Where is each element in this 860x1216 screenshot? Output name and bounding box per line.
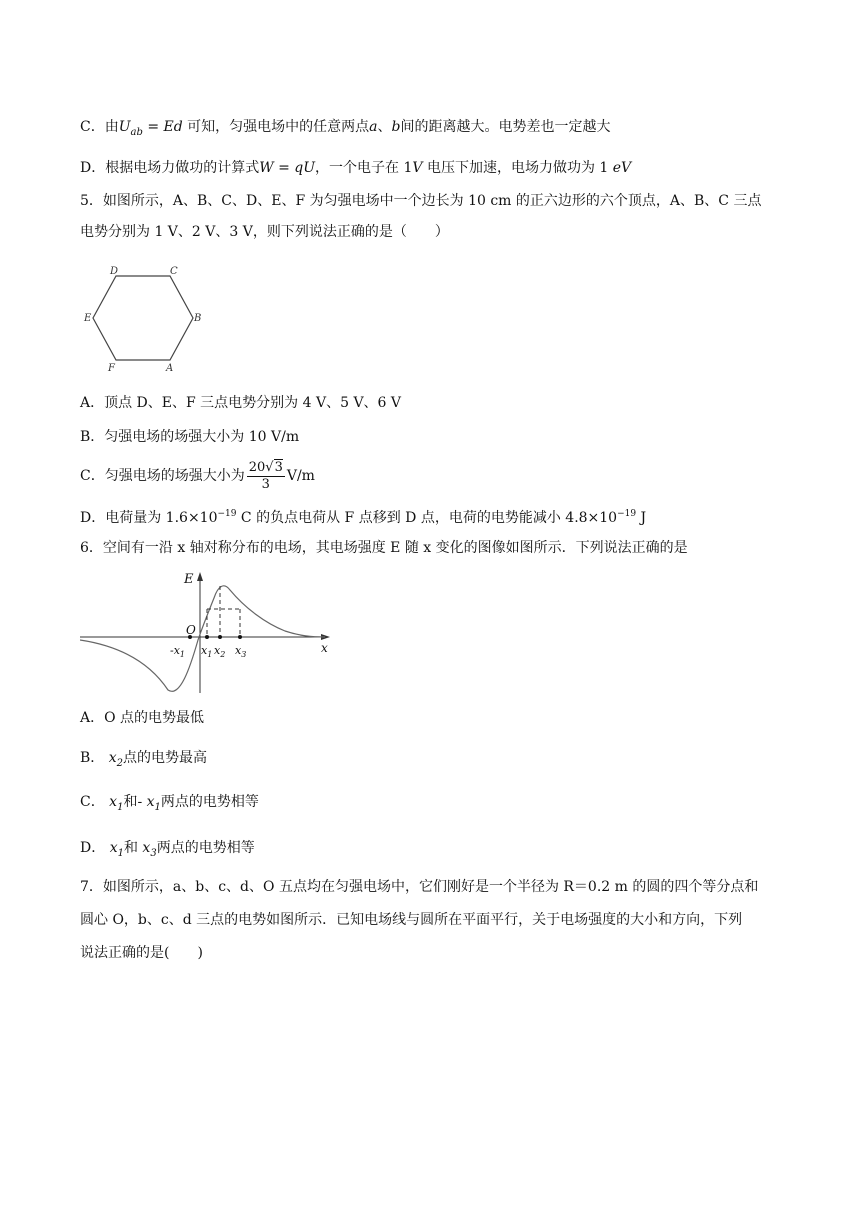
q4-option-d: D．根据电场力做功的计算式W = qU，一个电子在 1V 电压下加速，电场力做功为 1 eV — [80, 160, 632, 176]
x-axis-label: x — [321, 641, 328, 655]
x3-label: $x_3$ — [235, 644, 247, 659]
q6-option-c: C． $x_1$和- $x_1$两点的电势相等 — [80, 794, 259, 813]
q5-option-a: A．顶点 D、E、F 三点电势分别为 4 V、5 V、6 V — [80, 395, 402, 411]
hex-label-d: D — [110, 266, 119, 277]
x1-label: $x_1$ — [201, 644, 213, 659]
q4-option-c: C．由$U_{ab} = Ed$ 可知，匀强电场中的任意两点a、b间的距离越大。电势差也一定越大 — [80, 119, 611, 138]
point-x2 — [218, 635, 222, 639]
e-axis-label: E — [184, 572, 194, 587]
q6-option-a: A．O 点的电势最低 — [80, 710, 205, 726]
hex-label-f: F — [108, 363, 115, 374]
q5-stem-line1: 5．如图所示，A、B、C、D、E、F 为匀强电场中一个边长为 10 cm 的正六边形的六个顶点，A、B、C 三点 — [80, 193, 762, 209]
e-field-curve — [80, 586, 325, 691]
q5-option-c: C．匀强电场的场强大小为 $\frac{20√3}{3}$ V/m — [80, 459, 315, 492]
q5-option-d: D．电荷量为 $1.6\times 10^{-19}$ C 的负点电荷从 F 点移到 D 点，电荷的电势能减小 $4.8\times 10^{-19}$ J — [80, 509, 647, 526]
q6-option-b: B． $x_2$点的电势最高 — [80, 750, 208, 769]
hexagon-shape — [93, 276, 193, 360]
x2-label: $x_2$ — [214, 644, 226, 659]
q7-stem-line1: 7．如图所示，a、b、c、d、O 五点均在匀强电场中，它们刚好是一个半径为 R＝0.2 m 的圆的四个等分点和 — [80, 879, 759, 895]
hexagon-figure — [80, 258, 210, 376]
neg-x1-label: $-x_1$ — [170, 644, 186, 659]
q6-option-d: D． $x_1$和 $x_3$两点的电势相等 — [80, 840, 255, 859]
q5-option-b: B．匀强电场的场强大小为 10 V/m — [80, 429, 300, 445]
hex-label-b: B — [194, 313, 202, 324]
hex-label-e: E — [84, 313, 92, 324]
q5-stem-line2: 电势分别为 1 V、2 V、3 V，则下列说法正确的是（ ） — [80, 224, 449, 240]
hex-label-c: C — [170, 266, 178, 277]
fraction: $\frac{20√3}{3}$ — [248, 459, 283, 492]
e-field-graph — [80, 568, 340, 698]
hex-label-a: A — [166, 363, 174, 374]
e-axis-arrow — [197, 572, 203, 581]
origin-label: O — [186, 623, 196, 637]
q7-stem-line2: 圆心 O，b、c、d 三点的电势如图所示．已知电场线与圆所在平面平行，关于电场强度的大小和方向，下列 — [80, 912, 743, 928]
q7-stem-line3: 说法正确的是( ) — [80, 945, 203, 961]
q6-stem: 6．空间有一沿 x 轴对称分布的电场，其电场强度 E 随 x 变化的图像如图所示．下列说法正确的是 — [80, 540, 688, 556]
point-x3 — [238, 635, 242, 639]
point-x1 — [205, 635, 209, 639]
